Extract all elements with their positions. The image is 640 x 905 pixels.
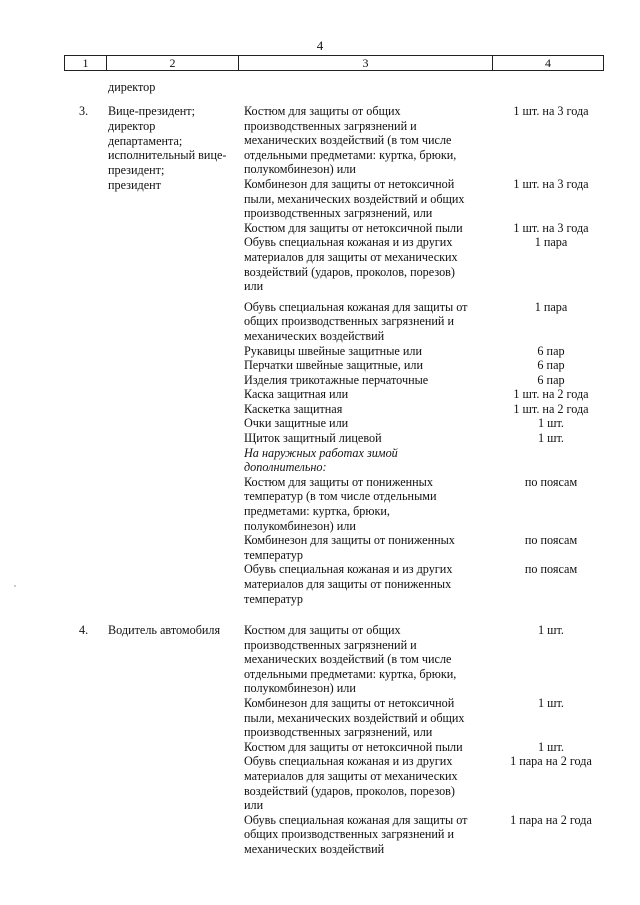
ppe-item-description <box>244 104 494 177</box>
ppe-item-description <box>244 235 494 293</box>
description-line: производственных загрязнений, или <box>244 206 433 221</box>
description-line: производственных загрязнений и <box>244 118 417 133</box>
ppe-item-description <box>244 402 494 417</box>
description-line: или <box>244 279 264 294</box>
header-col-1: 1 <box>65 56 107 70</box>
description-line: Щиток защитный лицевой <box>244 431 382 446</box>
description-line: отдельными предметами: куртка, брюки, <box>244 666 457 681</box>
ppe-item <box>244 299 568 344</box>
ppe-item-norm: 1 шт. <box>538 739 564 754</box>
ppe-item-norm: 6 пар <box>537 372 565 387</box>
ppe-item <box>244 358 565 373</box>
description-line: Очки защитные или <box>244 416 349 431</box>
description-line: Обувь специальная кожаная и из других <box>244 754 453 769</box>
description-line: Обувь специальная кожаная и из других <box>244 235 453 250</box>
job-title-line: департамента; <box>108 133 183 148</box>
description-line: Изделия трикотажные перчаточные <box>244 372 429 387</box>
description-line: Обувь специальная кожаная для защиты от <box>244 812 468 827</box>
description-line: Комбинезон для защиты от пониженных <box>244 533 455 548</box>
continuation-text: директор <box>108 80 156 94</box>
description-line: воздействий (ударов, проколов, порезов) <box>244 264 455 279</box>
job-title-line: Вице-президент; <box>108 104 195 118</box>
ppe-item-norm: 6 пар <box>537 358 565 373</box>
ppe-item-description <box>244 373 494 388</box>
job-title-line: исполнительный вице- <box>108 148 227 163</box>
description-line: Костюм для защиты от общих <box>244 623 401 637</box>
row-number: 4. <box>79 623 89 637</box>
description-line: температур (в том числе отдельными <box>244 489 437 504</box>
description-line: полукомбинезон) или <box>244 162 356 177</box>
ppe-item-description <box>244 696 494 740</box>
header-col-2: 2 <box>107 56 239 70</box>
description-line: предметами: куртка, брюки, <box>244 504 390 519</box>
description-line: или <box>244 798 264 813</box>
ppe-item-norm: по поясам <box>524 533 578 548</box>
scan-speck <box>14 585 16 587</box>
job-title <box>108 623 243 638</box>
ppe-item-description <box>244 300 494 344</box>
ppe-item <box>244 695 564 740</box>
description-line: Костюм для защиты от общих <box>244 104 401 118</box>
ppe-item-description <box>244 475 494 533</box>
ppe-item <box>244 812 592 857</box>
ppe-item-description <box>244 533 494 562</box>
ppe-item-norm: 1 шт. на 3 года <box>513 104 589 118</box>
ppe-item-norm: 1 шт. на 3 года <box>513 220 589 235</box>
ppe-item-norm: 1 шт. <box>538 695 564 710</box>
description-line: отдельными предметами: куртка, брюки, <box>244 147 457 162</box>
ppe-item-description <box>244 754 494 812</box>
table-header <box>64 55 604 71</box>
description-line: Каскетка защитная <box>244 401 343 416</box>
ppe-item-norm: по поясам <box>524 562 578 577</box>
ppe-item-norm: 1 шт. на 2 года <box>513 387 589 402</box>
ppe-item-description <box>244 562 494 606</box>
job-title-line: директор <box>108 118 156 133</box>
description-line: Обувь специальная кожаная для защиты от <box>244 299 468 314</box>
description-line: общих производственных загрязнений и <box>244 314 455 329</box>
description-line: полукомбинезон) или <box>244 681 356 696</box>
description-line: Обувь специальная кожаная и из других <box>244 562 453 577</box>
ppe-item-norm: 1 пара на 2 года <box>510 754 592 769</box>
ppe-item-norm: 1 шт. <box>538 623 564 637</box>
description-line: производственных загрязнений, или <box>244 725 433 740</box>
row-number: 3. <box>79 104 89 118</box>
description-line: Каска защитная или <box>244 387 349 402</box>
description-line: общих производственных загрязнений и <box>244 827 455 842</box>
description-line: материалов для защиты от механических <box>244 249 458 264</box>
ppe-item-norm: 1 пара <box>534 299 568 314</box>
description-line: полукомбинезон) или <box>244 518 356 533</box>
job-title-line: Водитель автомобиля <box>108 623 221 637</box>
ppe-item-description <box>244 623 494 696</box>
description-line: температур <box>244 591 303 606</box>
ppe-item-description <box>244 221 494 236</box>
ppe-item-norm: 1 шт. на 3 года <box>513 176 589 191</box>
ppe-item-description <box>244 358 494 373</box>
description-line: На наружных работах зимой <box>244 445 398 460</box>
ppe-item-norm: 1 шт. <box>538 416 564 431</box>
ppe-item-description <box>244 177 494 221</box>
ppe-item <box>244 176 589 221</box>
ppe-item <box>244 431 564 446</box>
ppe-item <box>244 104 589 177</box>
ppe-item <box>244 401 589 417</box>
ppe-item <box>244 235 568 294</box>
ppe-item-description <box>244 813 494 857</box>
ppe-item-description <box>244 387 494 402</box>
ppe-items <box>244 104 589 606</box>
ppe-item-norm: 1 шт. на 2 года <box>513 401 589 416</box>
ppe-item <box>244 739 564 755</box>
description-line: механических воздействий (в том числе <box>244 133 452 148</box>
ppe-item-description <box>244 344 494 359</box>
description-line: пыли, механических воздействий и общих <box>244 710 465 725</box>
description-line: температур <box>244 547 303 562</box>
ppe-item <box>244 387 589 402</box>
description-line: производственных загрязнений и <box>244 637 417 652</box>
ppe-item <box>244 474 578 533</box>
job-title-line: президент <box>108 177 161 192</box>
ppe-item-norm: 1 пара на 2 года <box>510 812 592 827</box>
ppe-item <box>244 754 592 813</box>
description-line: Костюм для защиты от нетоксичной пыли <box>244 739 463 754</box>
ppe-item <box>244 533 578 562</box>
ppe-item <box>244 623 564 696</box>
description-line: дополнительно: <box>244 460 327 475</box>
ppe-item <box>244 562 578 606</box>
job-title-line: президент; <box>108 163 165 178</box>
ppe-item <box>244 372 565 388</box>
ppe-item-norm: 1 пара <box>534 235 568 250</box>
description-line: Рукавицы швейные защитные или <box>244 343 422 358</box>
description-line: Костюм для защиты от пониженных <box>244 474 433 489</box>
ppe-item-description <box>244 416 494 431</box>
description-line: Комбинезон для защиты от нетоксичной <box>244 176 455 191</box>
description-line: Костюм для защиты от нетоксичной пыли <box>244 220 463 235</box>
ppe-item-description <box>244 446 494 475</box>
ppe-item <box>244 446 494 475</box>
page-number: 4 <box>316 38 324 53</box>
job-title <box>108 104 243 193</box>
description-line: механических воздействий (в том числе <box>244 652 452 667</box>
description-line: материалов для защиты от пониженных <box>244 577 452 591</box>
description-line: пыли, механических воздействий и общих <box>244 191 465 206</box>
ppe-item-norm: 1 шт. <box>538 431 564 446</box>
ppe-item <box>244 220 589 236</box>
description-line: воздействий (ударов, проколов, порезов) <box>244 783 455 798</box>
ppe-item-norm: по поясам <box>524 474 578 489</box>
description-line: Перчатки швейные защитные, или <box>244 358 424 373</box>
ppe-item <box>244 343 565 359</box>
ppe-items <box>244 623 592 857</box>
description-line: механических воздействий <box>244 328 385 343</box>
description-line: механических воздействий <box>244 841 385 856</box>
ppe-item-norm: 6 пар <box>537 343 565 358</box>
header-col-3: 3 <box>239 56 493 70</box>
ppe-item-description <box>244 740 494 755</box>
ppe-item <box>244 416 564 431</box>
description-line: Комбинезон для защиты от нетоксичной <box>244 695 455 710</box>
ppe-item-description <box>244 431 494 446</box>
header-col-4: 4 <box>545 56 551 70</box>
description-line: материалов для защиты от механических <box>244 768 458 783</box>
